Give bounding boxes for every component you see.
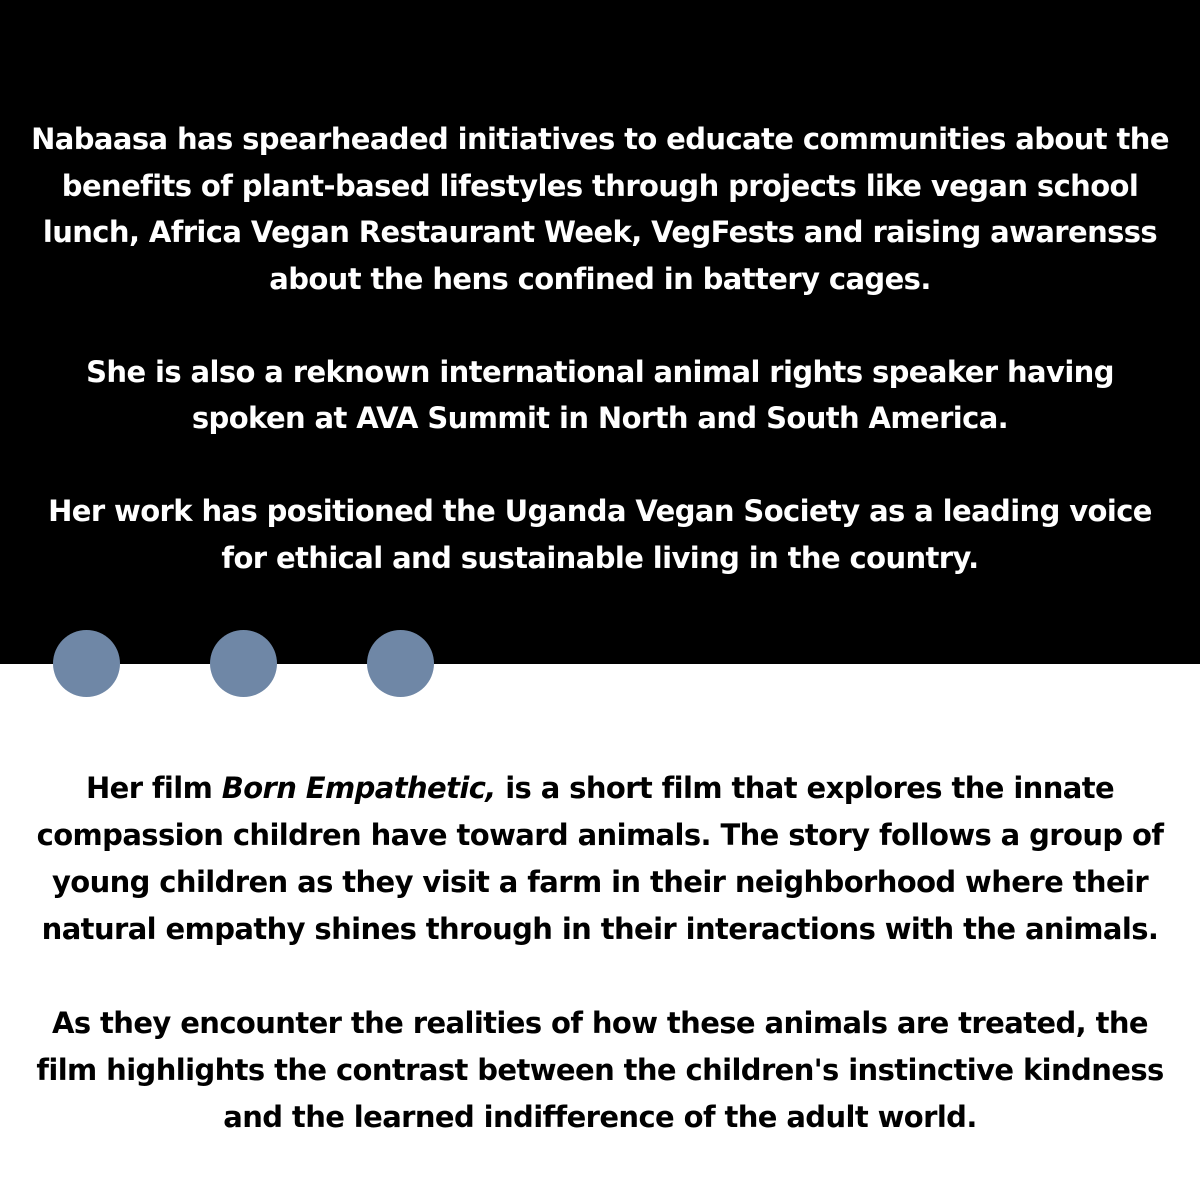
- top-paragraph-nabaasa-initiatives: Nabaasa has spearheaded initiatives to educate communities about the benefits of plant-based lifestyles through projects like vegan school lunch, Africa Vegan Restaurant Week, VegFests and raising awarensss about the hens confined in battery cages.: [31, 122, 1169, 296]
- top-paragraph-uganda-vegan-society: Her work has positioned the Uganda Vegan Society as a leading voice for ethical and sustainable living in the country.: [48, 494, 1152, 575]
- top-text-block: [30, 116, 1170, 581]
- film-intro-text: Her film: [85, 771, 222, 805]
- decorative-dot-1: [53, 630, 120, 697]
- film-title: Born Empathetic,: [221, 771, 496, 805]
- decorative-dot-2: [210, 630, 277, 697]
- bottom-paragraph-film: [20, 765, 1180, 953]
- bottom-paragraph-contrast: As they encounter the realities of how these animals are treated, the film highlights the contrast between the children's instinctive kindness and the learned indifference of the adult world.: [36, 1006, 1164, 1134]
- decorative-dot-3: [367, 630, 434, 697]
- bottom-text-block: [20, 765, 1180, 1141]
- film-description-text: is a short film that explores the innate compassion children have toward animals. The story follows a group of young children as they visit a farm in their neighborhood where their natural empathy shines through in their interactions with the animals.: [36, 771, 1164, 946]
- top-paragraph-speaker: She is also a reknown international animal rights speaker having spoken at AVA Summit in North and South America.: [86, 354, 1114, 435]
